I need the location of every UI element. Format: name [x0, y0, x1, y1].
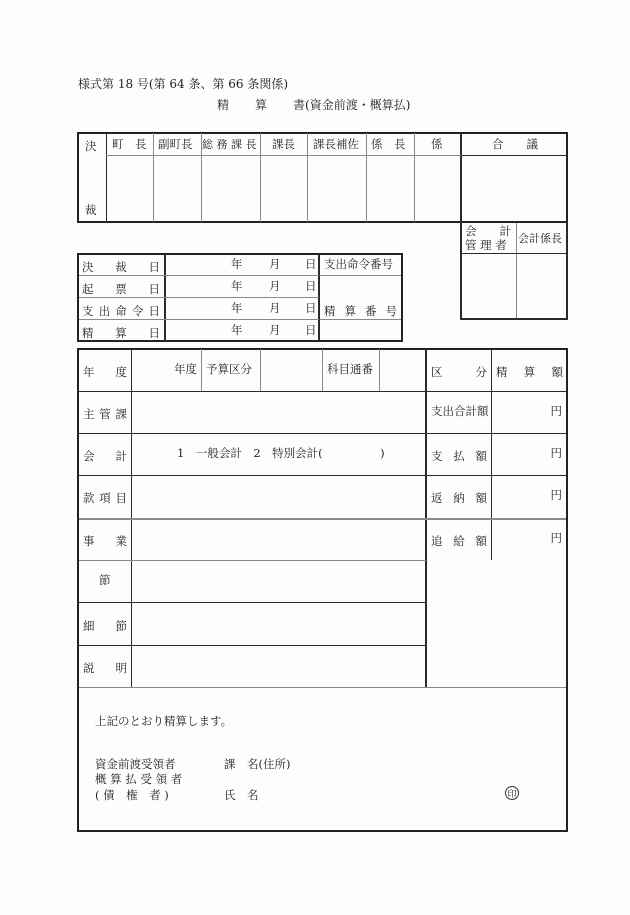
- council-label: 合 議: [492, 137, 538, 151]
- project-field[interactable]: [132, 520, 425, 560]
- approver-staff: 係: [431, 137, 443, 151]
- fiscal-year-label: 年 度: [83, 365, 127, 379]
- date-field-drafted[interactable]: 年 月 日: [231, 279, 317, 293]
- signature-council[interactable]: [462, 156, 566, 221]
- item-field[interactable]: [132, 476, 425, 518]
- payment-order-number-field[interactable]: [320, 276, 401, 297]
- date-field-settlement[interactable]: 年 月 日: [231, 323, 317, 337]
- payment-order-number-label: 支出命令番号: [324, 257, 393, 271]
- date-label-settlement: 精 算 日: [82, 326, 160, 340]
- date-field-payment-order[interactable]: 年 月 日: [231, 301, 317, 315]
- recipient-label-estimate: 概 算 払 受 領 者: [95, 772, 183, 786]
- yen-unit: 円: [550, 488, 562, 502]
- yen-unit: 円: [550, 531, 562, 545]
- settlement-number-field[interactable]: [320, 320, 401, 341]
- budget-class-field[interactable]: [261, 349, 322, 391]
- title-char: 算: [255, 98, 268, 112]
- additional-payment-label: 追 給 額: [431, 534, 487, 548]
- description-field[interactable]: [132, 646, 425, 687]
- approval-label-bottom: 裁: [85, 203, 97, 217]
- accounting-chief-label: 会計係長: [518, 232, 562, 245]
- title-char: 精: [217, 98, 230, 112]
- managing-dept-field[interactable]: [132, 392, 425, 433]
- additional-payment-field[interactable]: [492, 520, 566, 560]
- fiscal-year-suffix: 年度: [174, 362, 197, 376]
- total-expenditure-field[interactable]: [492, 392, 566, 433]
- name-field[interactable]: [260, 785, 500, 803]
- approver-subsection-chief: 係 長: [371, 137, 406, 151]
- settlement-statement: 上記のとおり精算します。: [95, 714, 233, 728]
- title-char: 書: [293, 98, 306, 112]
- signature-general-affairs-chief[interactable]: [202, 156, 260, 221]
- seal-icon: 印: [505, 786, 519, 800]
- subsection-field[interactable]: [132, 603, 425, 645]
- subject-number-label: 科目通番: [327, 362, 373, 376]
- yen-unit: 円: [550, 446, 562, 460]
- department-address-label: 課 名(住所): [224, 757, 291, 771]
- approver-section-chief: 課長: [272, 137, 295, 151]
- document-title: [217, 96, 410, 113]
- accounting-manager-line2: 管 理 者: [465, 238, 507, 252]
- date-label-payment-order: 支 出 命 令 日: [82, 304, 160, 318]
- item-label: 款 項 目: [83, 491, 127, 505]
- signature-deputy-mayor[interactable]: [154, 156, 201, 221]
- date-label-approval: 決 裁 日: [82, 260, 160, 274]
- signature-accounting-chief[interactable]: [517, 254, 566, 318]
- subsection-label: 細 節: [83, 619, 127, 633]
- signature-subsection-chief[interactable]: [367, 156, 414, 221]
- payment-amount-label: 支 払 額: [431, 449, 487, 463]
- total-expenditure-label: 支出合計額: [431, 404, 489, 418]
- signature-accounting-manager[interactable]: [462, 254, 516, 318]
- section-label: 節: [99, 573, 111, 587]
- approver-mayor: 町 長: [112, 137, 147, 151]
- title-suffix: (資金前渡・概算払): [305, 98, 411, 112]
- fiscal-year-field[interactable]: [132, 349, 201, 391]
- form-number: 様式第 18 号(第 64 条、第 66 条関係): [78, 77, 289, 91]
- account-type-field[interactable]: [132, 434, 425, 475]
- description-label: 説 明: [83, 661, 127, 675]
- signature-staff[interactable]: [415, 156, 460, 221]
- account-type-options: 1 一般会計 2 特別会計( ): [177, 446, 385, 460]
- payment-amount-field[interactable]: [492, 434, 566, 475]
- date-label-drafted: 起 票 日: [82, 282, 160, 296]
- approver-general-affairs-chief: 総 務 課 長: [202, 138, 257, 151]
- name-label: 氏 名: [224, 788, 259, 802]
- yen-unit: 円: [550, 404, 562, 418]
- refund-amount-label: 返 納 額: [431, 491, 487, 505]
- approver-deputy-mayor: 副町長: [158, 137, 193, 151]
- signature-assistant-chief[interactable]: [308, 156, 366, 221]
- managing-dept-label: 主 管 課: [83, 407, 127, 421]
- classification-label: 区 分: [431, 365, 487, 379]
- accounting-manager-line1: 会 計: [465, 224, 511, 238]
- approval-label-top: 決: [85, 139, 97, 153]
- recipient-label-advance: 資金前渡受領者: [95, 757, 176, 771]
- department-address-field[interactable]: [300, 754, 550, 772]
- recipient-label-creditor: ( 債 権 者 ): [95, 788, 169, 802]
- subject-number-field[interactable]: [380, 349, 425, 391]
- account-label: 会 計: [83, 449, 127, 463]
- refund-amount-field[interactable]: [492, 476, 566, 518]
- settlement-number-label: 精 算 番 号: [324, 304, 397, 318]
- signature-mayor[interactable]: [107, 156, 153, 221]
- section-field[interactable]: [132, 561, 425, 602]
- approver-assistant-chief: 課長補佐: [313, 137, 359, 151]
- budget-class-label: 予算区分: [206, 362, 252, 376]
- signature-section-chief[interactable]: [261, 156, 307, 221]
- date-field-approval[interactable]: 年 月 日: [231, 257, 317, 271]
- project-label: 事 業: [83, 534, 127, 548]
- settlement-amount-label: 精 算 額: [496, 365, 563, 379]
